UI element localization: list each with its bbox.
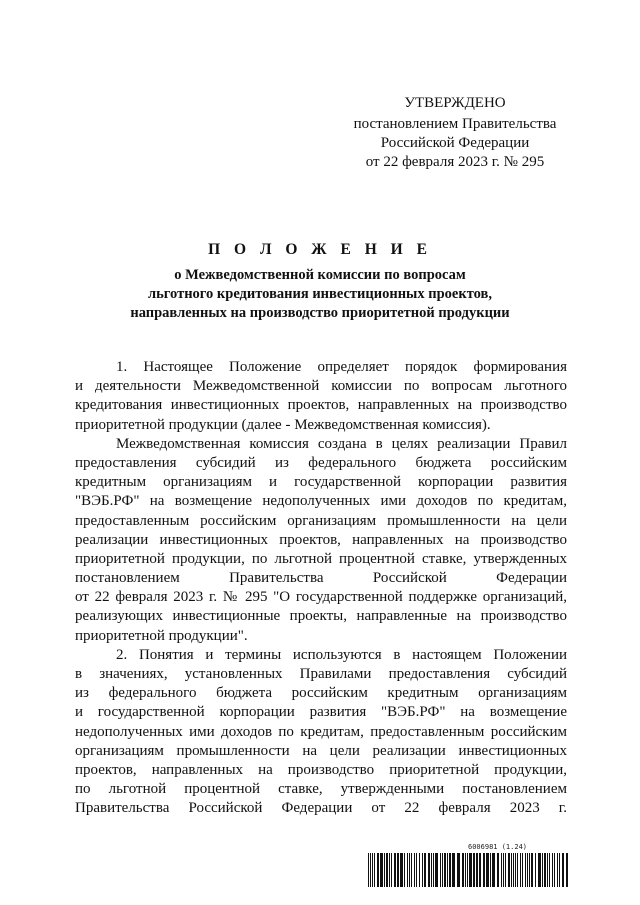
body-line: из федерального бюджета российским кредитным организациям <box>75 685 567 702</box>
barcode-label: 6006981 (1.24) <box>468 843 528 851</box>
barcode-bar <box>431 853 432 887</box>
barcode-bar <box>557 853 558 887</box>
barcode-bar <box>462 853 464 887</box>
barcode-bar <box>538 853 541 887</box>
barcode-bar <box>374 853 375 887</box>
barcode-bar <box>419 853 420 887</box>
document-title: П О Л О Ж Е Н И Е <box>208 241 432 258</box>
body-line: и деятельности Межведомственной комиссии по вопросам льготного <box>75 378 567 395</box>
body-line: кредитования инвестиционных проектов, направленных на производство <box>75 397 567 414</box>
body-line: 2. Понятия и термины используются в настоящем Положении <box>116 646 567 663</box>
barcode-bar <box>544 853 546 887</box>
barcode-bar <box>473 853 475 887</box>
barcode-bar <box>490 853 491 887</box>
barcode-bar <box>566 853 568 887</box>
barcode-bar <box>422 853 423 887</box>
barcode-bar <box>428 853 430 887</box>
document-subtitle <box>60 266 580 323</box>
barcode-bar <box>389 853 390 887</box>
barcode-bar <box>527 853 528 887</box>
barcode-bar <box>409 853 410 887</box>
body-line: проектов, направленных на производство приоритетной продукции, <box>75 761 567 778</box>
body-line: и государственной корпорации развития "ВЭБ.РФ" на возмещение <box>75 704 567 721</box>
barcode-bar <box>483 853 485 887</box>
barcode-bar <box>377 853 379 887</box>
body-line: приоритетной продукции, по льготной процентной ставке, утвержденных <box>75 550 567 567</box>
barcode-bar <box>508 853 510 887</box>
barcode-bar <box>414 853 415 887</box>
barcode-bar <box>407 853 408 887</box>
barcode-bar <box>535 853 536 887</box>
barcode-bar <box>497 853 499 887</box>
barcode-bar <box>529 853 530 887</box>
barcode-bar <box>411 853 412 887</box>
approval-date: от 22 февраля 2023 г. № 295 <box>365 154 545 170</box>
barcode-bar <box>505 853 506 887</box>
barcode-bar <box>457 853 460 887</box>
body-line: приоритетной продукции". <box>75 627 248 644</box>
approval-line: Российской Федерации <box>380 135 530 151</box>
barcode-bar <box>515 853 516 887</box>
barcode-bar <box>503 853 504 887</box>
barcode-bar <box>368 853 369 887</box>
barcode-bar <box>517 853 518 887</box>
barcode-bar <box>467 853 468 887</box>
barcode-bar <box>447 853 448 887</box>
barcode-bar <box>554 853 555 887</box>
barcode-bar <box>449 853 451 887</box>
barcode-bar <box>549 853 550 887</box>
body-line: приоритетной продукции (далее - Межведомственная комиссия). <box>75 416 491 433</box>
body-line: предоставленным российским организациям промышленности на цели <box>75 512 567 529</box>
barcode-bar <box>370 853 371 887</box>
barcode-bar <box>435 853 438 887</box>
barcode-bar <box>559 853 560 887</box>
barcode-bar <box>476 853 478 887</box>
body-line: кредитным организациям и государственной корпорации развития <box>75 474 567 491</box>
subtitle-line: льготного кредитования инвестиционных проектов, <box>147 286 492 302</box>
document-body <box>75 358 567 819</box>
barcode-bar <box>440 853 441 887</box>
subtitle-line: направленных на производство приоритетной продукции <box>130 305 510 321</box>
barcode-bar <box>380 853 383 887</box>
barcode-block <box>368 843 570 889</box>
barcode-bar <box>452 853 455 887</box>
barcode-bar <box>394 853 396 887</box>
body-line: недополученных ими доходов по кредитам, предоставленным российским <box>75 723 567 740</box>
barcode-bar <box>384 853 385 887</box>
approval-stamp <box>330 94 580 172</box>
barcode-bar <box>522 853 523 887</box>
barcode-bar <box>511 853 512 887</box>
barcode-bar <box>469 853 472 887</box>
barcode-bar <box>386 853 388 887</box>
barcode-bar <box>542 853 543 887</box>
body-line: Межведомственная комиссия создана в целях реализации Правил <box>116 435 567 452</box>
body-line: 1. Настоящее Положение определяет порядок формирования <box>116 359 567 375</box>
barcode-bar <box>562 853 564 887</box>
barcode-bar <box>547 853 548 887</box>
approval-line: постановлением Правительства <box>353 116 557 132</box>
barcode-bar <box>424 853 426 887</box>
barcode-bar <box>391 853 392 887</box>
barcode-bar <box>492 853 495 887</box>
barcode-bar <box>552 853 553 887</box>
barcode-bar <box>513 853 514 887</box>
body-line: постановлением Правительства Российской Федерации <box>75 570 567 587</box>
barcode-bar <box>444 853 446 887</box>
body-line: от 22 февраля 2023 г. № 295 "О государственной поддержке организаций, <box>75 589 567 606</box>
body-line: реализации инвестиционных проектов, направленных на производство <box>75 531 567 548</box>
body-line: предоставления субсидий из федерального бюджета российским <box>75 454 567 471</box>
barcode-bar <box>520 853 521 887</box>
barcode-icon <box>368 853 570 887</box>
barcode-bar <box>501 853 502 887</box>
barcode-bar <box>372 853 373 887</box>
body-line: реализующих инвестиционные проекты, направленные на производство <box>75 608 567 625</box>
body-line: организациям промышленности на цели реализации инвестиционных <box>75 742 567 759</box>
barcode-bar <box>479 853 481 887</box>
body-line: Правительства Российской Федерации от 22 февраля 2023 г. <box>75 800 567 817</box>
body-line: по льготной процентной ставке, утвержденными постановлением <box>75 781 567 798</box>
barcode-bar <box>433 853 434 887</box>
barcode-bar <box>486 853 489 887</box>
body-line: в значениях, установленных Правилами предоставления субсидий <box>75 666 567 682</box>
body-line: "ВЭБ.РФ" на возмещение недополученных ими доходов по кредитам, <box>75 493 567 510</box>
barcode-bar <box>416 853 417 887</box>
barcode-bar <box>397 853 399 887</box>
barcode-bar <box>531 853 533 887</box>
barcode-bar <box>465 853 466 887</box>
barcode-bar <box>442 853 443 887</box>
approval-title: УТВЕРЖДЕНО <box>404 95 506 111</box>
subtitle-line: о Межведомственной комиссии по вопросам <box>174 267 466 283</box>
barcode-bar <box>400 853 403 887</box>
barcode-bar <box>525 853 526 887</box>
barcode-bar <box>404 853 405 887</box>
